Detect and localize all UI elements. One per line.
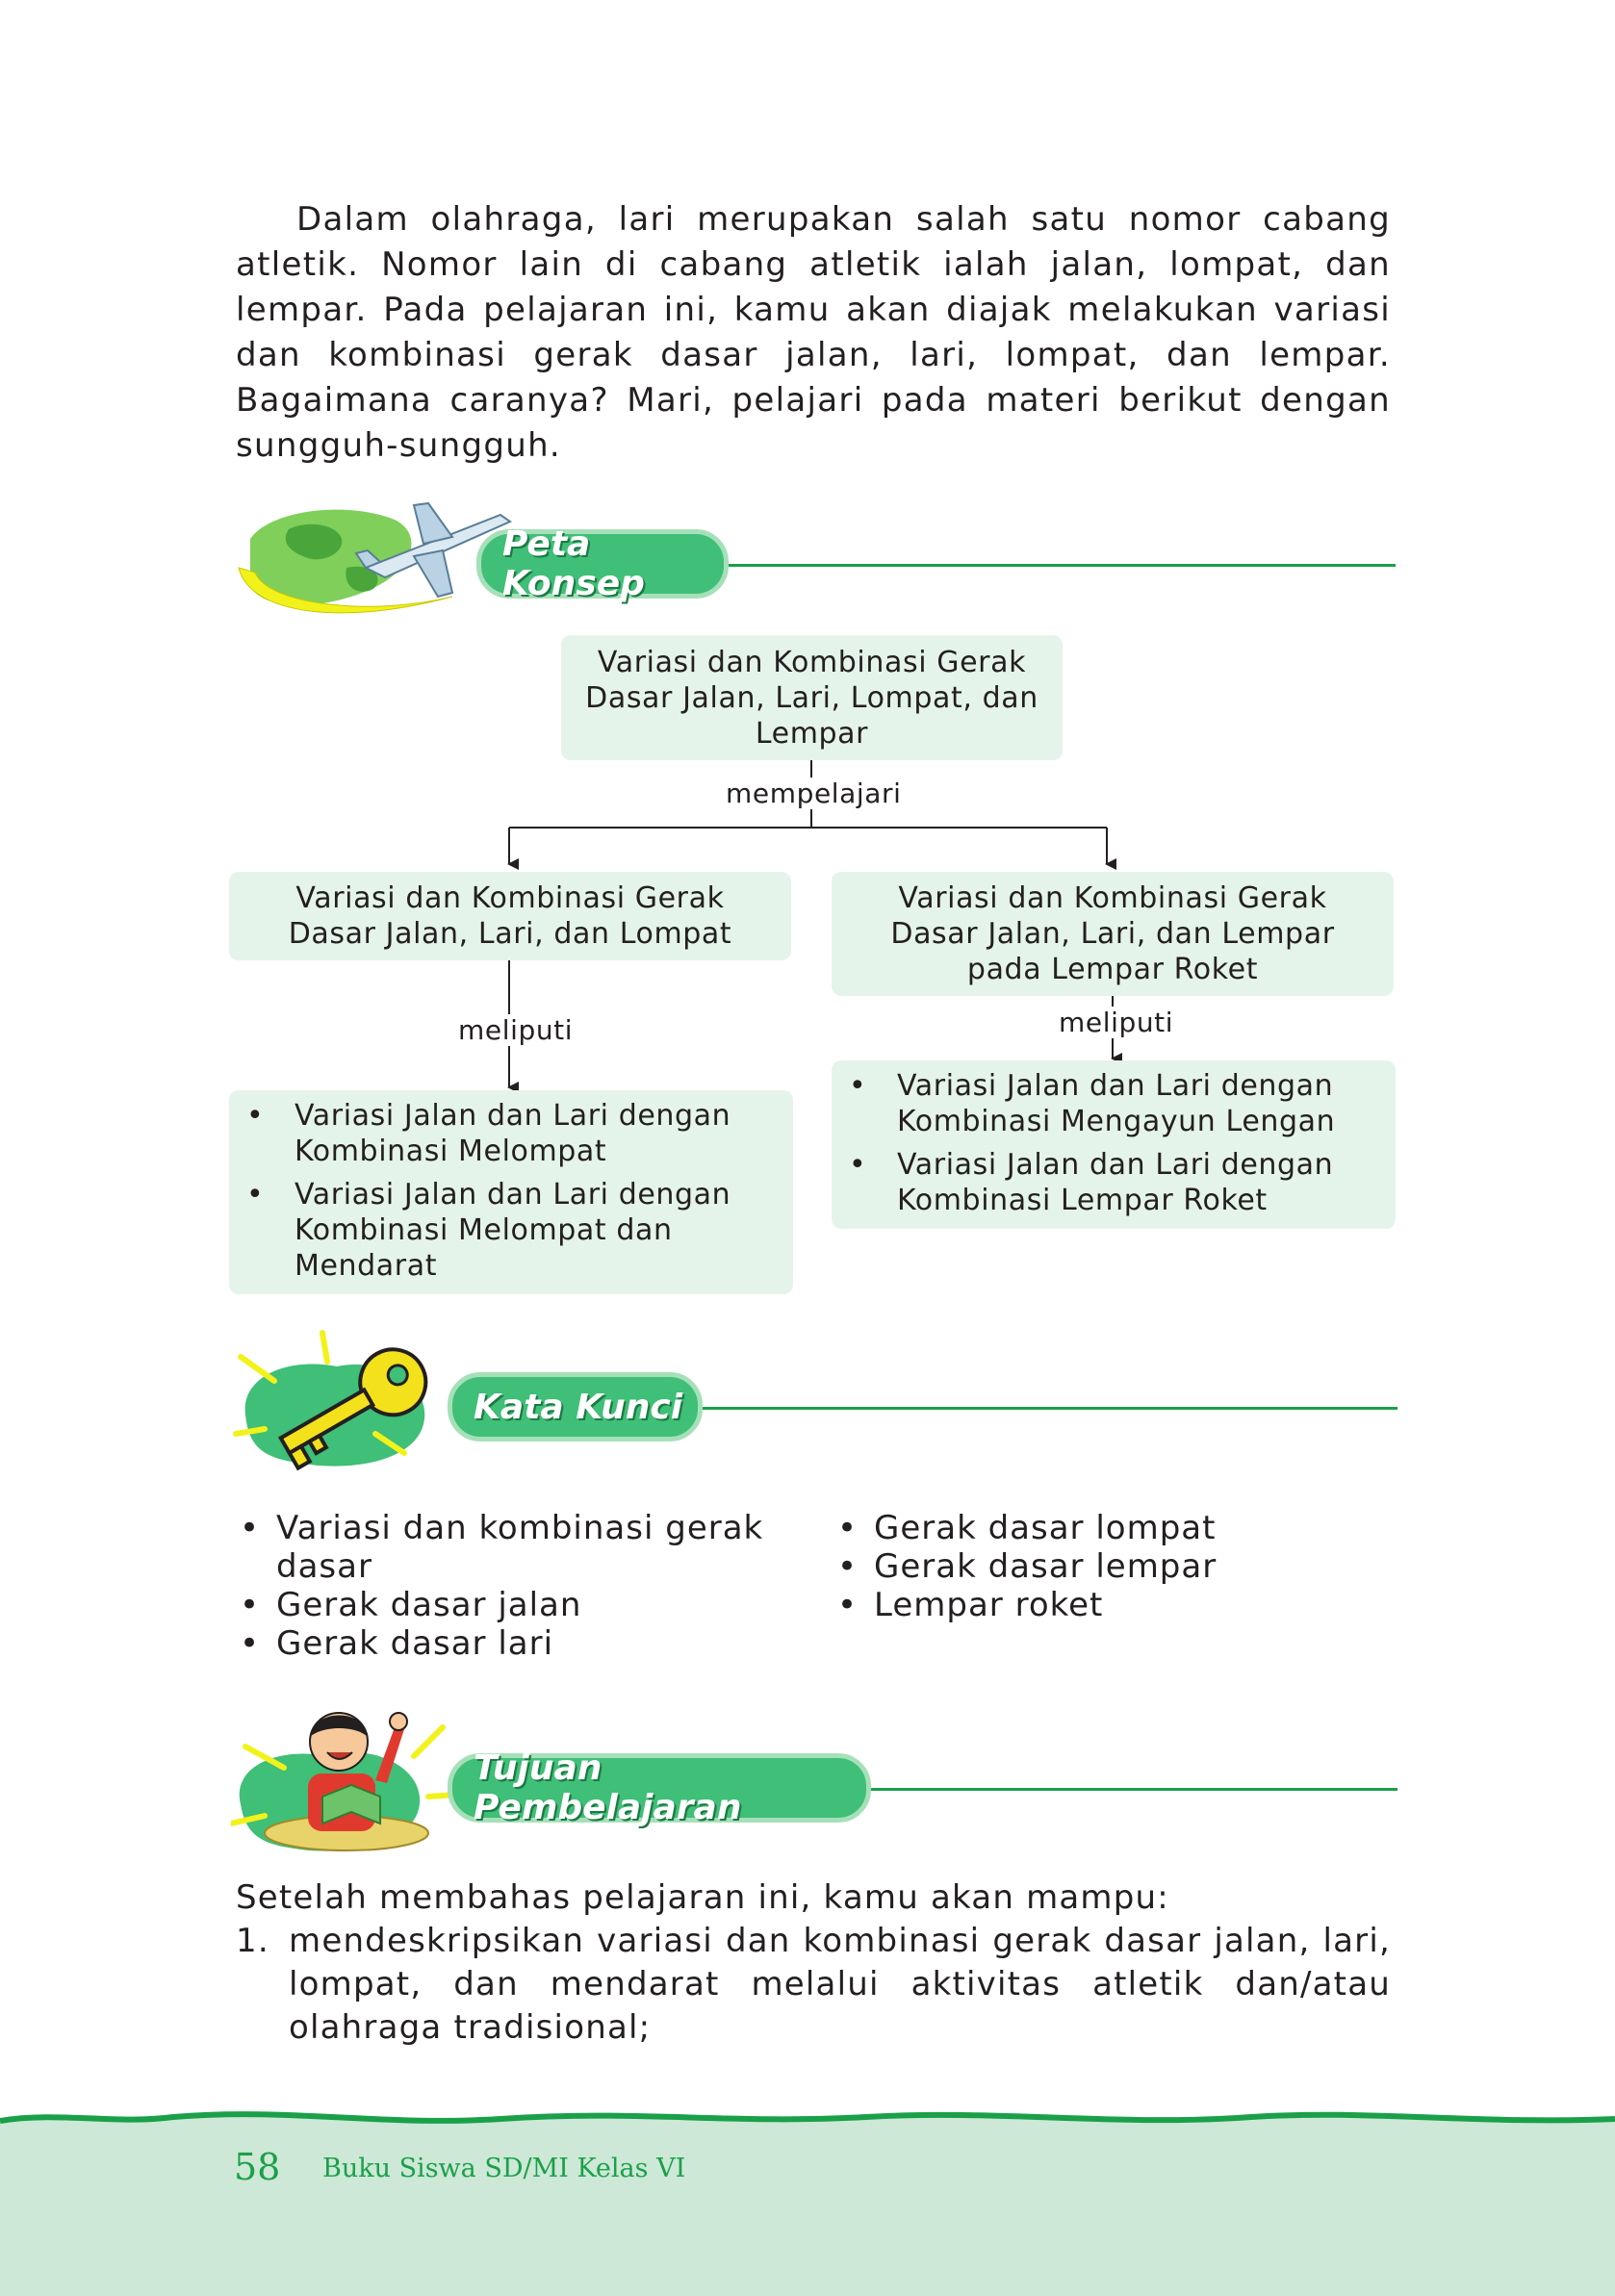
tujuan-content (236, 1876, 1391, 2050)
left-link-label: meliputi (458, 1014, 574, 1046)
concept-left-list-box (229, 1090, 793, 1294)
list-item (236, 1920, 1391, 2050)
list-item: • Gerak dasar lompat (833, 1509, 1372, 1547)
tujuan-tab (448, 1748, 871, 1827)
peta-konsep-tab (476, 524, 729, 603)
list-item: • Gerak dasar jalan (236, 1586, 775, 1624)
intro-text: Dalam olahraga, lari merupakan salah satu nomor cabang atletik. Nomor lain di cabang atletik ialah jalan, lompat, dan lempar. Pada pelajaran ini, kamu akan diajak melakukan variasi dan kombinasi gerak dasar jalan, lari, lompat, dan lempar. Bagaimana caranya? Mari, pelajari pada materi berikut dengan sungguh-sungguh. (236, 200, 1391, 465)
concept-right-text: Variasi dan Kombinasi Gerak Dasar Jalan, Lari, dan Lempar pada Lempar Roket (890, 881, 1335, 986)
list-item: • Lempar roket (833, 1586, 1372, 1624)
list-text: mendeskripsikan variasi dan kombinasi gerak dasar jalan, lari, lompat, dan mendarat melalui aktivitas atletik dan/atau olahraga tradisional; (289, 1922, 1391, 2047)
concept-left-box (229, 872, 791, 960)
student-reading-icon (231, 1689, 472, 1862)
tujuan-rule (871, 1788, 1397, 1791)
list-item: • Variasi Jalan dan Lari dengan Kombinasi Melompat dan Mendarat (246, 1177, 774, 1284)
list-item: • Variasi Jalan dan Lari dengan Kombinasi Mengayun Lengan (849, 1068, 1376, 1139)
concept-left-text: Variasi dan Kombinasi Gerak Dasar Jalan, Lari, dan Lompat (288, 881, 732, 951)
book-title: Buku Siswa SD/MI Kelas VI (322, 2154, 686, 2183)
kata-kunci-tab (448, 1372, 703, 1441)
intro-paragraph (236, 197, 1391, 469)
kata-kunci-title: Kata Kunci (474, 1387, 683, 1427)
concept-left-list (246, 1098, 774, 1284)
list-item: • Gerak dasar lari (236, 1624, 775, 1663)
tujuan-header (231, 1689, 1397, 1862)
peta-konsep-rule (729, 564, 1396, 567)
kata-kunci-header (231, 1328, 1397, 1482)
peta-konsep-title: Peta Konsep (502, 524, 645, 603)
page-number: 58 (234, 2146, 281, 2188)
list-item: • Gerak dasar lempar (833, 1547, 1372, 1586)
list-number: 1. (236, 1922, 269, 1960)
key-icon (231, 1328, 481, 1482)
concept-root-text: Variasi dan Kombinasi Gerak Dasar Jalan, Lari, Lompat, dan Lempar (585, 645, 1038, 751)
tujuan-intro: Setelah membahas pelajaran ini, kamu akan mampu: (236, 1878, 1169, 1917)
concept-right-list (849, 1068, 1376, 1218)
right-link-label: meliputi (1059, 1007, 1174, 1038)
kata-kunci-right (833, 1509, 1372, 1624)
list-item: • Variasi dan kombinasi gerak dasar (236, 1509, 775, 1586)
root-link-label: mempelajari (726, 778, 902, 809)
peta-konsep-header (231, 481, 1396, 635)
kata-kunci-rule (703, 1407, 1397, 1410)
list-item: • Variasi Jalan dan Lari dengan Kombinasi Lempar Roket (849, 1147, 1376, 1218)
footer-band (0, 2104, 1615, 2296)
concept-root-box (561, 635, 1063, 760)
concept-right-list-box (832, 1060, 1396, 1229)
kata-kunci-left (236, 1509, 775, 1663)
concept-right-box (832, 872, 1394, 996)
list-item: • Variasi Jalan dan Lari dengan Kombinasi Melompat (246, 1098, 774, 1169)
tujuan-title: Tujuan Pembelajaran (474, 1748, 742, 1827)
